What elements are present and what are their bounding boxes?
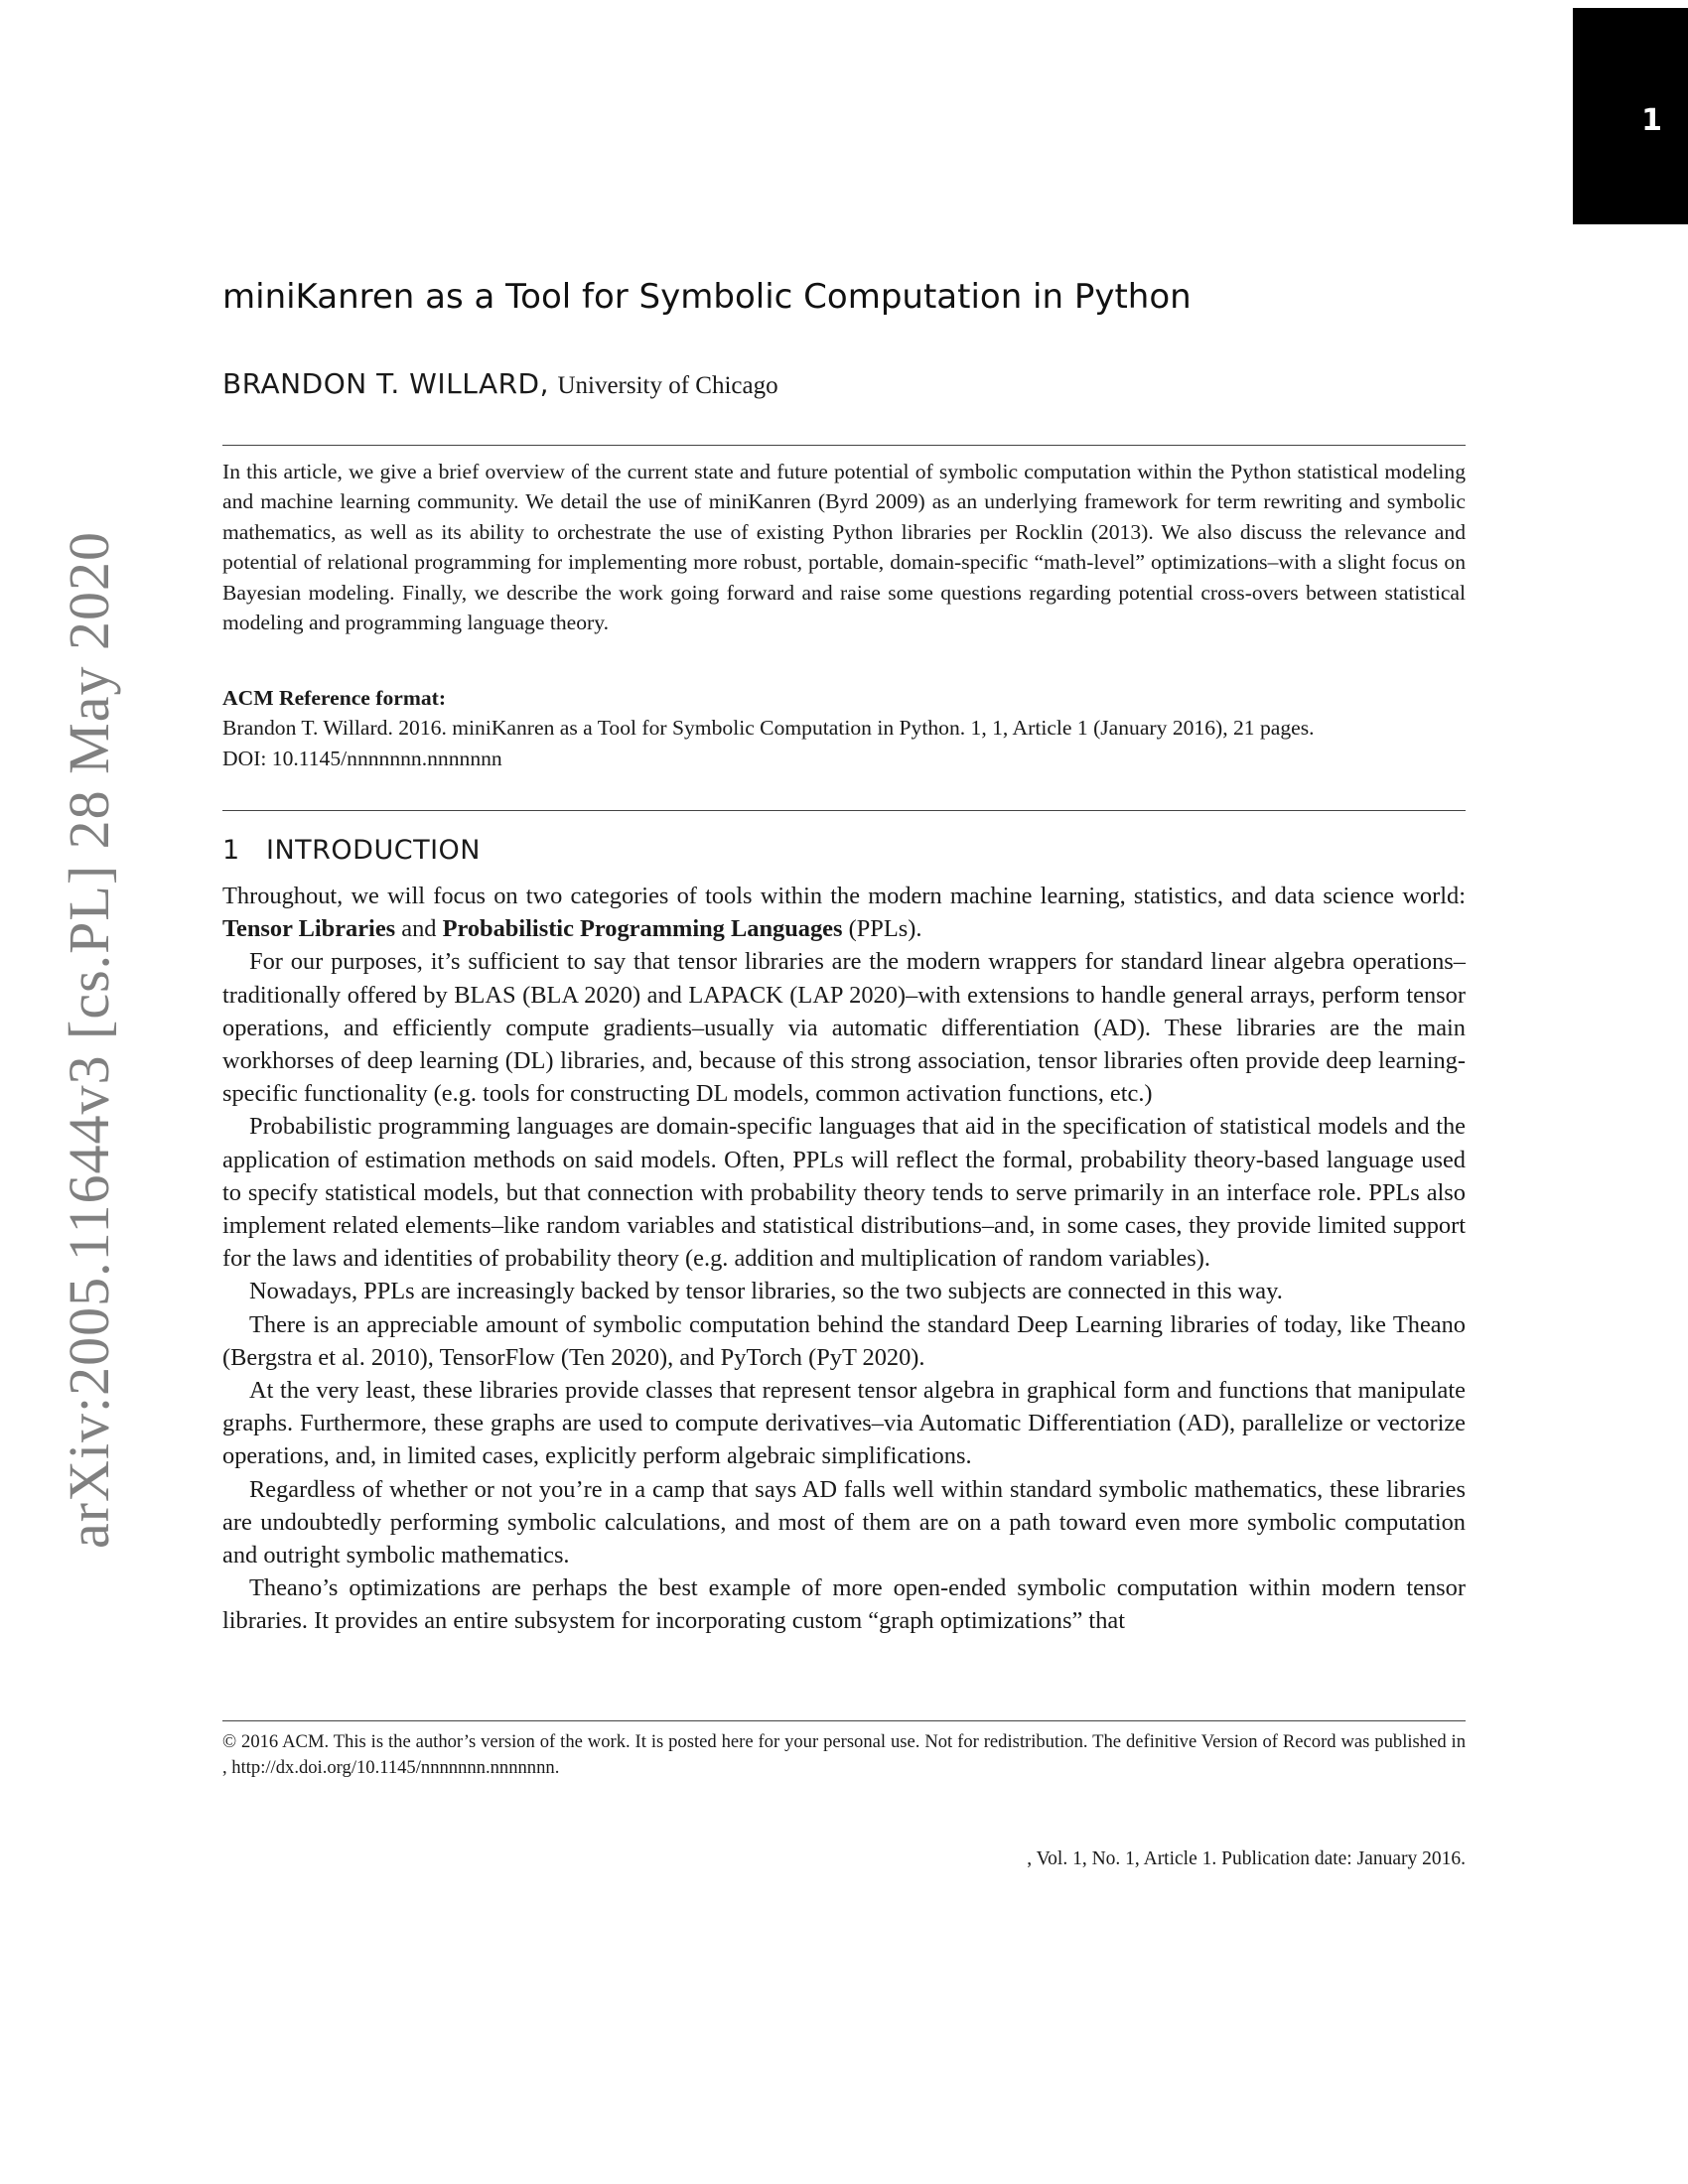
- page-number: 1: [1641, 103, 1662, 138]
- acm-reference-citation: Brandon T. Willard. 2016. miniKanren as a Tool for Symbolic Computation in Python. 1, 1, Article 1 (January 2016), 21 pages.: [222, 716, 1315, 741]
- acm-reference: [222, 683, 1466, 773]
- abstract-top-rule: [222, 445, 1466, 446]
- intro-paragraph: Regardless of whether or not you’re in a camp that says AD falls well within standard symbolic mathematics, these libraries are undoubtedly performing symbolic calculations, and most of them are on a path toward even more symbolic computation and outright symbolic mathematics.: [222, 1475, 1466, 1570]
- author-affiliation: University of Chicago: [557, 372, 778, 399]
- footnote-rule: [222, 1720, 1466, 1721]
- section-heading: [222, 835, 481, 866]
- author-line: [222, 367, 778, 400]
- text-run: and: [395, 915, 443, 943]
- acm-reference-heading: ACM Reference format:: [222, 686, 447, 710]
- intro-paragraph: For our purposes, it’s sufficient to say that tensor libraries are the modern wrappers for standard linear algebra operations–traditionally offered by BLAS (BLA 2020) and LAPACK (LAP 2020)–with extensions to handle general arrays, perform tensor operations, and efficiently compute gradients–usually via automatic differentiation (AD). These libraries are the main workhorses of deep learning (DL) libraries, and, because of this strong association, tensor libraries often provide deep learning-specific functionality (e.g. tools for constructing DL models, common activation functions, etc.): [222, 948, 1466, 1108]
- arxiv-identifier-stamp: arXiv:2005.11644v3 [cs.PL] 28 May 2020: [57, 531, 121, 1549]
- paper-title: miniKanren as a Tool for Symbolic Computation in Python: [222, 277, 1192, 317]
- intro-paragraph: Nowadays, PPLs are increasingly backed by tensor libraries, so the two subjects are connected in this way.: [249, 1278, 1283, 1305]
- abstract-bottom-rule: [222, 810, 1466, 811]
- intro-paragraph: There is an appreciable amount of symbolic computation behind the standard Deep Learning libraries of today, like Theano (Bergstra et al. 2010), TensorFlow (Ten 2020), and PyTorch (PyT 2020).: [222, 1310, 1466, 1371]
- intro-paragraph: [222, 880, 1466, 945]
- author-separator: ,: [539, 367, 558, 400]
- abstract: In this article, we give a brief overview of the current state and future potential of symbolic computation within the Python statistical modeling and machine learning community. We detail the use of miniKanren (Byrd 2009) as an underlying framework for term rewriting and symbolic mathematics, as well as its ability to orchestrate the use of existing Python libraries per Rocklin (2013). We also discuss the relevance and potential of relational programming for implementing more robust, portable, domain-specific “math-level” optimizations–with a slight focus on Bayesian modeling. Finally, we describe the work going forward and raise some questions regarding potential cross-overs between statistical modeling and programming language theory.: [222, 460, 1466, 635]
- copyright-footnote: © 2016 ACM. This is the author’s version of the work. It is posted here for your personal use. Not for redistribution. The definitive Version of Record was published in , http://dx.doi.org/10.1145/nnnnnnn.nnnnnnn.: [222, 1731, 1466, 1778]
- text-run: (PPLs).: [842, 915, 922, 943]
- intro-paragraph: Theano’s optimizations are perhaps the best example of more open-ended symbolic computation within modern tensor libraries. It provides an entire subsystem for incorporating custom “graph optimizations” that: [222, 1574, 1466, 1635]
- intro-paragraph: At the very least, these libraries provide classes that represent tensor algebra in graphical form and functions that manipulate graphs. Furthermore, these graphs are used to compute derivatives–via Automatic Differentiation (AD), parallelize or vectorize operations, and, in limited cases, explicitly perform algebraic simplifications.: [222, 1377, 1466, 1470]
- page-number-tab: [1573, 8, 1688, 224]
- bold-term: Tensor Libraries: [222, 915, 396, 943]
- bold-term: Probabilistic Programming Languages: [442, 915, 843, 943]
- author-name: BRANDON T. WILLARD: [222, 367, 540, 400]
- acm-reference-doi: DOI: 10.1145/nnnnnnn.nnnnnnn: [222, 746, 502, 770]
- intro-paragraph: Probabilistic programming languages are domain-specific languages that aid in the specification of statistical models and the application of estimation methods on said models. Often, PPLs will reflect the formal, probability theory-based language used to specify statistical models, but that connection with probability theory tends to serve primarily in an interface role. PPLs also implement related elements–like random variables and statistical distributions–and, in some cases, they provide limited support for the laws and identities of probability theory (e.g. addition and multiplication of random variables).: [222, 1113, 1466, 1273]
- running-footer: , Vol. 1, No. 1, Article 1. Publication date: January 2016.: [1027, 1848, 1466, 1869]
- text-run: Throughout, we will focus on two categories of tools within the modern machine learning, statistics, and data science world:: [222, 883, 1466, 909]
- section-number: 1: [222, 835, 240, 866]
- section-title: INTRODUCTION: [266, 835, 481, 866]
- introduction-body: [222, 880, 1466, 1638]
